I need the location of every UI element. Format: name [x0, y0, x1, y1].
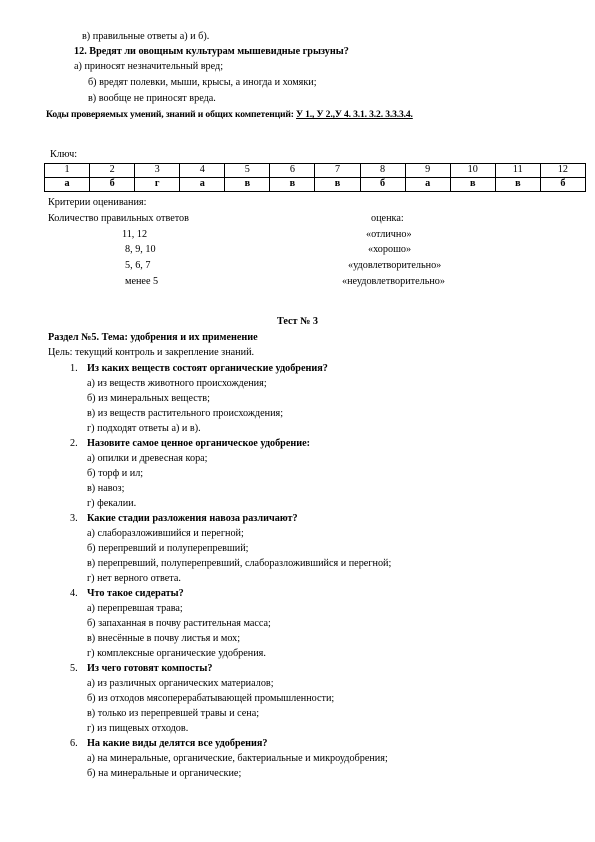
answer-option: а) на минеральные, органические, бактериальные и микроудобрения;	[87, 753, 388, 764]
key-number: 8	[360, 164, 405, 178]
criteria-count: 8, 9, 10	[125, 244, 156, 255]
answer-option: а) слаборазложившийся и перегной;	[87, 528, 244, 539]
answer-option: г) подходят ответы а) и в).	[87, 423, 201, 434]
key-answer: в	[270, 178, 315, 192]
question-number: 1.	[70, 363, 78, 374]
key-numbers-row	[45, 164, 586, 178]
criteria-title: Критерии оценивания:	[48, 197, 147, 208]
criteria-count: 5, 6, 7	[125, 260, 151, 271]
key-answer: а	[405, 178, 450, 192]
question-number: 6.	[70, 738, 78, 749]
key-answer: в	[225, 178, 270, 192]
key-number: 7	[315, 164, 360, 178]
answer-key-table	[44, 163, 586, 192]
key-number: 10	[450, 164, 495, 178]
key-answer: а	[45, 178, 90, 192]
answer-option: б) торф и ил;	[87, 468, 144, 479]
answer-option: б) на минеральные и органические;	[87, 768, 242, 779]
answer-option: а) из различных органических материалов;	[87, 678, 274, 689]
key-answer: в	[495, 178, 540, 192]
key-answer: в	[450, 178, 495, 192]
criteria-grade: «хорошо»	[368, 244, 412, 255]
criteria-grade: «отлично»	[366, 229, 412, 240]
question-number: 5.	[70, 663, 78, 674]
key-number: 4	[180, 164, 225, 178]
q11-option-v: в) правильные ответы а) и б).	[82, 31, 210, 42]
key-number: 1	[45, 164, 90, 178]
answer-option: б) из отходов мясоперерабатывающей промышленности;	[87, 693, 335, 704]
question-number: 2.	[70, 438, 78, 449]
key-number: 11	[495, 164, 540, 178]
question-text: Из каких веществ состоят органические удобрения?	[87, 363, 328, 374]
question-text: Из чего готовят компосты?	[87, 663, 213, 674]
criteria-grade: «неудовлетворительно»	[342, 276, 445, 287]
q12-option: б) вредят полевки, мыши, крысы, а иногда и хомяки;	[88, 77, 317, 88]
answer-option: в) перепревший, полуперепревший, слаборазложившийся и перегной;	[87, 558, 392, 569]
criteria-grade-header: оценка:	[371, 213, 404, 224]
answer-option: г) нет верного ответа.	[87, 573, 181, 584]
goal-text: Цель: текущий контроль и закрепление знаний.	[48, 347, 255, 358]
question-text: На какие виды делятся все удобрения?	[87, 738, 268, 749]
key-number: 3	[135, 164, 180, 178]
key-answers-row	[45, 178, 586, 192]
answer-option: г) из пищевых отходов.	[87, 723, 189, 734]
question-text: Что такое сидераты?	[87, 588, 184, 599]
criteria-count: менее 5	[125, 276, 159, 287]
key-number: 5	[225, 164, 270, 178]
competency-codes-value: У 1., У 2.,У 4. 3.1. 3.2. 3.3.3.4.	[296, 109, 413, 120]
answer-option: в) только из перепревшей травы и сена;	[87, 708, 260, 719]
competency-codes-label: Коды проверяемых умений, знаний и общих компетенций:	[46, 109, 297, 120]
answer-option: в) навоз;	[87, 483, 125, 494]
key-answer: б	[540, 178, 585, 192]
key-answer: г	[135, 178, 180, 192]
answer-option: а) из веществ животного происхождения;	[87, 378, 267, 389]
criteria-count: 11, 12	[122, 229, 148, 240]
answer-option: г) фекалии.	[87, 498, 137, 509]
criteria-grade: «удовлетворительно»	[348, 260, 442, 271]
question-number: 4.	[70, 588, 78, 599]
key-answer: а	[180, 178, 225, 192]
key-number: 6	[270, 164, 315, 178]
answer-option: а) перепревшая трава;	[87, 603, 183, 614]
competency-codes	[46, 110, 413, 120]
question-text: Какие стадии разложения навоза различают?	[87, 513, 298, 524]
section-title: Раздел №5. Тема: удобрения и их применение	[48, 332, 258, 343]
test-title: Тест № 3	[276, 316, 318, 327]
key-answer: б	[360, 178, 405, 192]
question-number: 3.	[70, 513, 78, 524]
question-text: Назовите самое ценное органическое удобрение:	[87, 438, 310, 449]
q12-question: 12. Вредят ли овощным культурам мышевидные грызуны?	[74, 46, 349, 57]
key-number: 12	[540, 164, 585, 178]
key-title: Ключ:	[50, 149, 78, 160]
key-number: 2	[90, 164, 135, 178]
key-number: 9	[405, 164, 450, 178]
q12-option: а) приносят незначительный вред;	[74, 61, 224, 72]
answer-option: б) из минеральных веществ;	[87, 393, 210, 404]
key-answer: в	[315, 178, 360, 192]
criteria-count-header: Количество правильных ответов	[48, 213, 189, 224]
answer-option: в) внесённые в почву листья и мох;	[87, 633, 241, 644]
answer-option: в) из веществ растительного происхождения;	[87, 408, 284, 419]
q12-option: в) вообще не приносят вреда.	[88, 93, 216, 104]
answer-option: а) опилки и древесная кора;	[87, 453, 208, 464]
answer-option: б) перепревший и полуперепревший;	[87, 543, 249, 554]
answer-option: б) запаханная в почву растительная масса;	[87, 618, 271, 629]
key-answer: б	[90, 178, 135, 192]
answer-option: г) комплексные органические удобрения.	[87, 648, 266, 659]
